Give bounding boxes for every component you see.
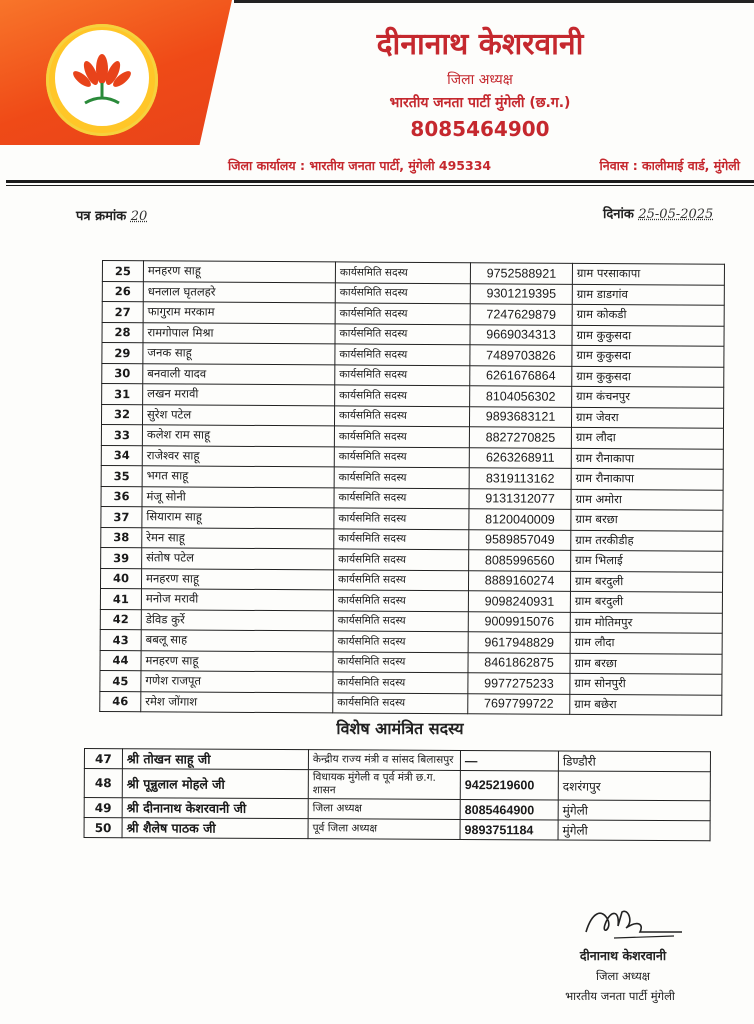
member-name: कलेश राम साहू	[142, 425, 334, 447]
member-phone: 8120040009	[469, 509, 571, 530]
special-invitee-row	[84, 769, 710, 802]
member-phone: 8319113162	[469, 468, 571, 489]
member-phone: 8889160274	[468, 570, 570, 591]
member-phone: 9893683121	[469, 406, 571, 427]
member-village: ग्राम बरछा	[570, 653, 722, 674]
invitee-post: पूर्व जिला अध्यक्ष	[308, 819, 460, 840]
member-village: ग्राम कुकुसदा	[572, 366, 724, 387]
member-village: ग्राम सोनपुरी	[570, 673, 722, 694]
member-role: कार्यसमिति सदस्य	[333, 692, 468, 713]
member-name: संतोष पटेल	[142, 548, 334, 570]
member-village: ग्राम कुकुसदा	[572, 345, 724, 366]
member-role: कार्यसमिति सदस्य	[333, 672, 468, 693]
member-phone: 9669034313	[470, 324, 572, 345]
member-number: 35	[101, 465, 142, 486]
member-role: कार्यसमिति सदस्य	[333, 590, 468, 611]
member-name: मनहरण साहू	[141, 650, 333, 672]
invitee-post: जिला अध्यक्ष	[308, 799, 460, 820]
member-phone: 8461862875	[468, 652, 570, 673]
member-role: कार्यसमिति सदस्य	[334, 508, 469, 529]
member-village: ग्राम बरदुली	[570, 571, 722, 592]
member-number: 27	[102, 302, 143, 323]
member-village: ग्राम रौनाकापा	[571, 468, 723, 489]
member-number: 38	[101, 527, 142, 548]
member-name: गणेश राजपूत	[141, 671, 333, 693]
member-village: ग्राम भिलाई	[571, 550, 723, 571]
member-phone: 9977275233	[468, 673, 570, 694]
member-phone: 9131312077	[469, 488, 571, 509]
special-invitee-row	[84, 818, 710, 841]
member-phone: 9617948829	[468, 632, 570, 653]
member-number: 32	[101, 404, 142, 425]
member-village: ग्राम लौदा	[571, 427, 723, 448]
invitee-phone: —	[460, 750, 558, 771]
invitee-number: 49	[84, 798, 122, 818]
member-number: 42	[100, 609, 141, 630]
member-number: 39	[101, 547, 142, 568]
member-name: लखन मरावी	[143, 384, 335, 406]
member-role: कार्यसमिति सदस्य	[333, 569, 468, 590]
lotus-icon	[55, 30, 149, 126]
member-role: कार्यसमिति सदस्य	[335, 262, 470, 283]
member-village: ग्राम बरदुली	[570, 591, 722, 612]
member-name: रामगोपाल मिश्रा	[143, 322, 335, 344]
member-number: 31	[102, 384, 143, 405]
member-number: 25	[102, 261, 143, 282]
residence-address: निवास : कालीमाई वार्ड, मुंगेली	[599, 158, 740, 173]
member-number: 43	[100, 629, 141, 650]
member-role: कार्यसमिति सदस्य	[334, 549, 469, 570]
member-role: कार्यसमिति सदस्य	[334, 426, 469, 447]
member-name: धनलाल घृतलहरे	[143, 281, 335, 303]
member-village: ग्राम मोतिमपुर	[570, 612, 722, 633]
signature-mark	[578, 902, 688, 948]
signatory-party: भारतीय जनता पार्टी मुंगेली	[565, 989, 675, 1003]
member-village: ग्राम बरछा	[571, 509, 723, 530]
member-phone: 8827270825	[469, 427, 571, 448]
member-village: ग्राम अमोरा	[571, 489, 723, 510]
member-name: सियाराम साहू	[142, 507, 334, 529]
invitee-name: श्री दीनानाथ केशरवानी जी	[122, 798, 308, 819]
member-village: ग्राम जेवरा	[571, 407, 723, 428]
member-role: कार्यसमिति सदस्य	[335, 303, 470, 324]
member-name: डेविड कुर्रे	[141, 609, 333, 631]
letter-date-value: 25-05-2025	[638, 207, 714, 222]
member-role: कार्यसमिति सदस्य	[335, 344, 470, 365]
member-name: भगत साहू	[142, 466, 334, 488]
invitee-post: विधायक मुंगेली व पूर्व मंत्री छ.ग. शासन	[308, 770, 460, 800]
member-phone: 7247629879	[470, 304, 572, 325]
header-divider	[6, 180, 754, 183]
member-phone: 6261676864	[470, 365, 572, 386]
member-row	[100, 691, 722, 715]
member-phone: 9301219395	[470, 283, 572, 304]
member-name: रमेश जोंगाश	[141, 691, 333, 713]
member-village: ग्राम लौदा	[570, 632, 722, 653]
member-name: मनहरण साहू	[143, 261, 335, 283]
member-village: ग्राम परसाकापा	[572, 263, 724, 284]
special-invitees-heading: विशेष आमंत्रित सदस्य	[336, 719, 464, 738]
member-phone: 9098240931	[468, 591, 570, 612]
member-role: कार्यसमिति सदस्य	[334, 446, 469, 467]
invitee-number: 48	[84, 769, 122, 798]
member-name: बनवाली यादव	[143, 363, 335, 385]
letter-date	[603, 204, 713, 222]
member-phone: 9009915076	[468, 611, 570, 632]
member-name: मनोज मरावी	[141, 589, 333, 611]
invitee-place: मुंगेली	[558, 800, 710, 821]
member-number: 37	[101, 506, 142, 527]
member-number: 33	[101, 425, 142, 446]
member-phone: 9752588921	[470, 263, 572, 284]
invitee-place: दशरंगपुर	[558, 771, 710, 801]
member-name: रेमन साहू	[142, 527, 334, 549]
member-role: कार्यसमिति सदस्य	[335, 364, 470, 385]
member-number: 34	[101, 445, 142, 466]
member-role: कार्यसमिति सदस्य	[335, 385, 470, 406]
member-role: कार्यसमिति सदस्य	[333, 651, 468, 672]
member-phone: 8085996560	[469, 550, 571, 571]
member-village: ग्राम तरकीडीह	[571, 530, 723, 551]
member-phone: 8104056302	[470, 386, 572, 407]
member-role: कार्यसमिति सदस्य	[333, 631, 468, 652]
letterhead-name: दीनानाथ केशरवानी	[376, 27, 584, 62]
invitee-phone: 9425219600	[460, 770, 558, 800]
letter-date-label: दिनांक	[603, 207, 634, 222]
member-name: फागुराम मरकाम	[143, 302, 335, 324]
letter-number-value: 20	[130, 209, 148, 224]
members-table	[99, 260, 725, 716]
member-phone: 6263268911	[469, 447, 571, 468]
member-number: 28	[102, 322, 143, 343]
member-number: 46	[100, 691, 141, 712]
letterhead-party: भारतीय जनता पार्टी मुंगेली (छ.ग.)	[389, 95, 571, 111]
member-role: कार्यसमिति सदस्य	[335, 282, 470, 303]
member-number: 36	[101, 486, 142, 507]
member-role: कार्यसमिति सदस्य	[334, 405, 469, 426]
special-invitees-table	[84, 748, 711, 842]
member-name: जनक साहू	[143, 343, 335, 365]
member-village: ग्राम कंचनपुर	[572, 386, 724, 407]
office-address: जिला कार्यालय : भारतीय जनता पार्टी, मुंगेली 495334	[228, 158, 492, 173]
member-number: 29	[102, 343, 143, 364]
invitee-name: श्री पून्नुलाल मोहले जी	[122, 769, 308, 799]
member-village: ग्राम कोकडी	[572, 304, 724, 325]
invitee-number: 47	[84, 749, 122, 769]
member-number: 40	[100, 568, 141, 589]
letterhead-phone: 8085464900	[410, 117, 550, 141]
member-name: राजेश्वर साहू	[142, 445, 334, 467]
letter-number-label: पत्र क्रमांक	[76, 209, 127, 224]
member-village: ग्राम डाडगांव	[572, 284, 724, 305]
signatory-name: दीनानाथ केशरवानी	[579, 948, 667, 963]
member-name: मंजू सोनी	[142, 486, 334, 508]
signatory-post: जिला अध्यक्ष	[596, 969, 650, 983]
member-village: ग्राम बछेरा	[570, 694, 722, 715]
letter-number	[76, 206, 147, 224]
header-top-rule	[234, 0, 754, 3]
member-role: कार्यसमिति सदस्य	[335, 323, 470, 344]
member-village: ग्राम कुकुसदा	[572, 325, 724, 346]
invitee-number: 50	[84, 818, 122, 838]
member-name: सुरेश पटेल	[142, 404, 334, 426]
member-name: मनहरण साहू	[141, 568, 333, 590]
member-phone: 9589857049	[469, 529, 571, 550]
member-name: बबलू साह	[141, 630, 333, 652]
member-role: कार्यसमिति सदस्य	[334, 467, 469, 488]
member-number: 30	[102, 363, 143, 384]
invitee-name: श्री तोखन साहू जी	[122, 749, 308, 770]
header-divider-thin	[6, 185, 754, 186]
member-number: 26	[102, 281, 143, 302]
member-role: कार्यसमिति सदस्य	[333, 610, 468, 631]
member-number: 44	[100, 650, 141, 671]
invitee-place: मुंगेली	[558, 820, 710, 841]
invitee-name: श्री शैलेष पाठक जी	[122, 818, 308, 839]
invitee-place: डिण्डौरी	[558, 751, 710, 772]
member-phone: 7489703826	[470, 345, 572, 366]
invitee-phone: 9893751184	[460, 820, 558, 841]
letterhead-post: जिला अध्यक्ष	[447, 72, 513, 88]
invitee-phone: 8085464900	[460, 800, 558, 821]
member-role: कार्यसमिति सदस्य	[334, 487, 469, 508]
member-village: ग्राम रौनाकापा	[571, 448, 723, 469]
member-phone: 7697799722	[468, 693, 570, 714]
member-role: कार्यसमिति सदस्य	[334, 528, 469, 549]
invitee-post: केन्द्रीय राज्य मंत्री व सांसद बिलासपुर	[308, 750, 460, 771]
member-number: 45	[100, 670, 141, 691]
member-number: 41	[100, 588, 141, 609]
